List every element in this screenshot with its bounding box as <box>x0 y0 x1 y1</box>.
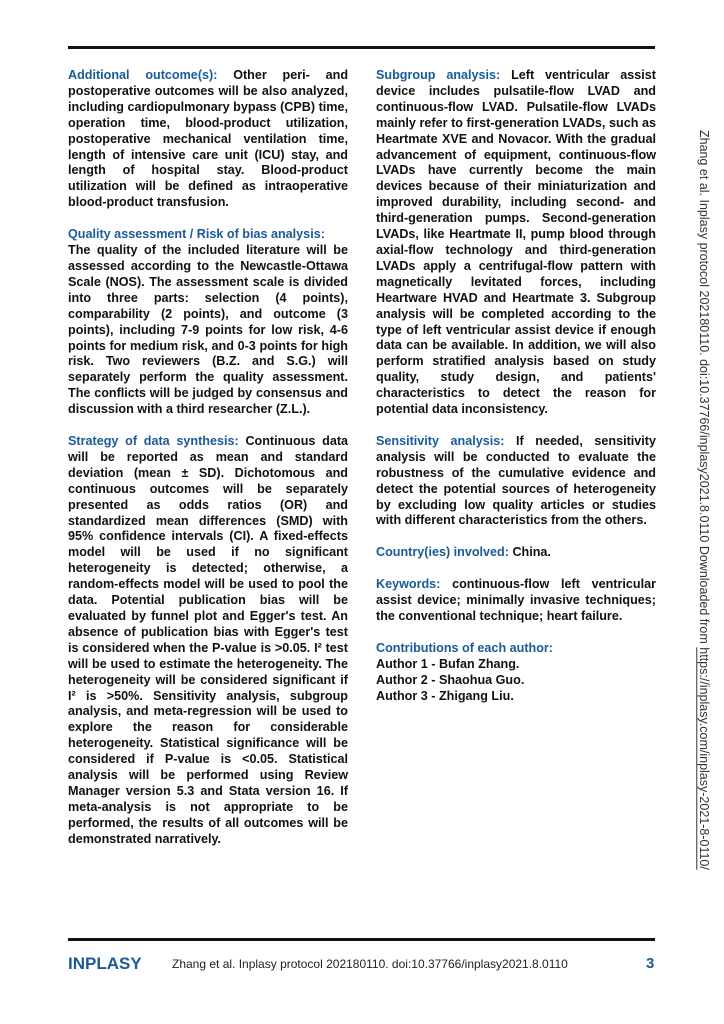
section-subgroup-analysis <box>376 68 656 418</box>
author-item: Author 2 - Shaohua Guo. <box>376 672 525 687</box>
section-keywords <box>376 577 656 625</box>
left-column <box>68 68 348 864</box>
section-heading: Sensitivity analysis: <box>376 433 505 448</box>
section-heading: Country(ies) involved: <box>376 545 509 560</box>
side-note-text: Zhang et al. Inplasy protocol 202180110. doi:10.37766/inplasy2021.8.0110 Downloaded from <box>697 130 711 648</box>
section-heading: Strategy of data synthesis: <box>68 434 239 449</box>
top-rule <box>68 46 655 49</box>
footer-citation: Zhang et al. Inplasy protocol 202180110. doi:10.37766/inplasy2021.8.0110 <box>172 957 568 971</box>
bottom-rule <box>68 938 655 941</box>
section-sensitivity-analysis <box>376 434 656 529</box>
section-body: continuous-flow left ventricular assist device; minimally invasive techniques; the conventional technique; heart failure. <box>376 577 656 624</box>
author-item: Author 1 - Bufan Zhang. <box>376 656 520 671</box>
side-download-note <box>697 130 711 870</box>
section-heading: Subgroup analysis: <box>376 68 501 82</box>
section-body: Continuous data will be reported as mean and standard deviation (mean ± SD). Dichotomous and continuous outcomes will be separately presented as odds ratios (OR) and standardized mean differences (SMD) with 95% confidence intervals (CI). A fixed-effects model will be used if no significant heterogeneity is detected; otherwise, a random-effects model will be used to pool the data. Potential publication bias will be evaluated by funnel plot and Egger's test. An absence of publication bias with Egger's test is considered when the P-value is >0.05. I² test will be used to estimate the heterogeneity. The heterogeneity will be considered significant if I² is >50%. Sensitivity analysis, subgroup analysis, and meta-regression will be used to explore the reason for considerable heterogeneity. Statistical significance will be considered if P-value is <0.05. Statistical analysis will be performed using Review Manager version 5.3 and Stata version 16. If meta-analysis is not appropriate to be performed, the results of all outcomes will be demonstrated narratively. <box>68 434 349 846</box>
section-contributions <box>376 641 656 705</box>
section-heading: Contributions of each author: <box>376 641 554 655</box>
footer-brand-logo: INPLASY <box>68 954 142 973</box>
page-number: 3 <box>646 955 655 972</box>
right-column <box>376 68 656 721</box>
section-quality-assessment <box>68 227 348 418</box>
section-body: If needed, sensitivity analysis will be conducted to evaluate the robustness of the cumulative evidence and detect the potential sources of heterogeneity by excluding low quality articles or studies with different characteristics from the others. <box>376 433 656 528</box>
author-item: Author 3 - Zhigang Liu. <box>376 688 514 703</box>
section-heading: Quality assessment / Risk of bias analysis: <box>68 227 325 242</box>
section-body: China. <box>512 545 551 560</box>
section-body: Left ventricular assist device includes pulsatile-flow LVAD and continuous-flow LVAD. Pulsatile-flow LVADs mainly refer to first-generation LVADs, such as Heartmate XVE and Novacor. With the gradual advancement of equipment, continuous-flow LVADs have currently become the main devices because of their miniaturization and improved durability, including second- and third-generation pumps. Second-generation LVADs, like Heartmate II, pump blood through axial-flow technology and third-generation LVADs apply a centrifugal-flow pattern with magnetically levitated forces, including Heartware HVAD and Heartmate 3. Subgroup analysis will be completed according to the type of left ventricular assist device if enough data can be available. In addition, we will also perform stratified analysis based on study quality, study design, and patients' characteristics to detect the reason for potential data inconsistency. <box>376 68 656 417</box>
section-body: The quality of the included literature will be assessed according to the Newcastle-Ottawa Scale (NOS). The assessment scale is divided into three parts: selection (4 points), comparability (2 points), and outcome (3 points), including 7-9 points for low risk, 4-6 points for medium risk, and 0-3 points for high risk. Two reviewers (B.Z. and S.G.) will separately perform the quality assessment. The conflicts will be judged by consensus and discussion with a third researcher (Z.L.). <box>68 243 348 417</box>
section-countries <box>376 545 656 561</box>
section-additional-outcomes <box>68 68 348 211</box>
section-heading: Keywords: <box>376 577 441 592</box>
section-heading: Additional outcome(s): <box>68 68 218 82</box>
side-note-link[interactable]: https://inplasy.com/inplasy-2021-8-0110/ <box>697 647 711 870</box>
section-data-synthesis <box>68 434 348 848</box>
section-body: Other peri- and postoperative outcomes will be also analyzed, including cardiopulmonary bypass (CPB) time, operation time, blood-product utilization, postoperative mechanical ventilation time, length of intensive care unit (ICU) stay, and length of hospital stay. Blood-product utilization will be defined as intraoperative blood-product transfusion. <box>68 68 349 210</box>
